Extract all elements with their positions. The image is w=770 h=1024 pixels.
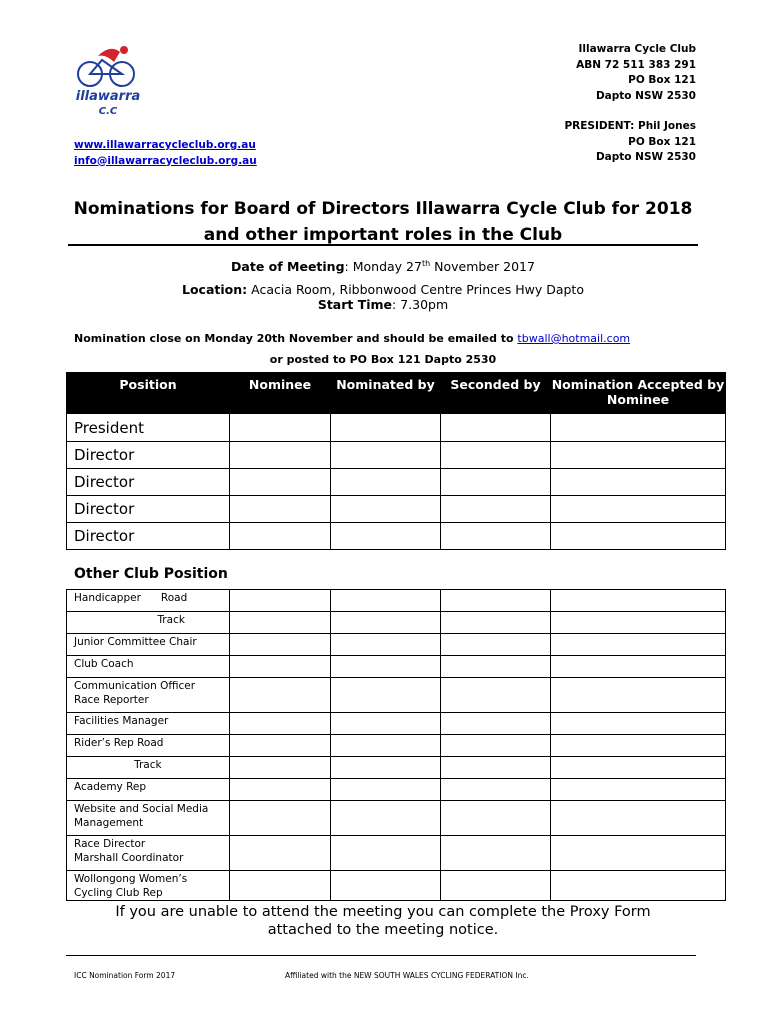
table-row bbox=[67, 656, 726, 678]
nominated-by-cell[interactable] bbox=[331, 678, 441, 713]
date-month: November 2017 bbox=[430, 259, 535, 275]
position-label-line-2: Marshall Coordinator bbox=[74, 851, 184, 864]
seconded-by-cell[interactable] bbox=[441, 612, 551, 634]
accepted-cell[interactable] bbox=[551, 634, 726, 656]
footer-divider bbox=[66, 955, 696, 956]
club-address-block bbox=[564, 42, 696, 166]
meeting-date bbox=[68, 256, 698, 274]
position-label: Track bbox=[74, 614, 185, 626]
accepted-cell[interactable] bbox=[551, 612, 726, 634]
president-suburb: Dapto NSW 2530 bbox=[595, 151, 696, 163]
page-title bbox=[68, 196, 698, 248]
table-row bbox=[67, 836, 726, 871]
position-label: Track bbox=[74, 759, 162, 771]
accepted-cell[interactable] bbox=[551, 735, 726, 757]
nominee-cell[interactable] bbox=[230, 735, 331, 757]
nomination-posted: or posted to PO Box 121 Dapto 2530 bbox=[269, 353, 497, 366]
logo-subtext: C.C bbox=[98, 106, 118, 117]
col-nominee: Nominee bbox=[230, 373, 331, 414]
table-row bbox=[67, 678, 726, 713]
table-header-row bbox=[67, 373, 726, 414]
position-cell bbox=[67, 836, 230, 871]
nominated-by-cell[interactable] bbox=[331, 414, 441, 442]
nominee-cell[interactable] bbox=[230, 656, 331, 678]
nominated-by-cell[interactable] bbox=[331, 779, 441, 801]
table-row bbox=[67, 779, 726, 801]
position-label: Handicapper Road bbox=[74, 592, 188, 604]
position-cell: Director bbox=[67, 523, 230, 550]
nominee-cell[interactable] bbox=[230, 496, 331, 523]
accepted-cell[interactable] bbox=[551, 801, 726, 836]
seconded-by-cell[interactable] bbox=[441, 757, 551, 779]
seconded-by-cell[interactable] bbox=[441, 779, 551, 801]
club-links bbox=[74, 138, 257, 169]
nominee-cell[interactable] bbox=[230, 678, 331, 713]
position-label: Junior Committee Chair bbox=[74, 636, 197, 648]
nominated-by-cell[interactable] bbox=[331, 612, 441, 634]
club-suburb: Dapto NSW 2530 bbox=[595, 89, 696, 102]
accepted-cell[interactable] bbox=[551, 678, 726, 713]
table-row bbox=[67, 871, 726, 901]
date-suffix: th bbox=[421, 259, 431, 268]
club-logo bbox=[68, 40, 148, 120]
nominee-cell[interactable] bbox=[230, 801, 331, 836]
accepted-cell[interactable] bbox=[551, 779, 726, 801]
proxy-note bbox=[68, 903, 698, 939]
title-divider bbox=[68, 244, 698, 246]
table-row bbox=[67, 757, 726, 779]
accepted-cell[interactable] bbox=[551, 469, 726, 496]
seconded-by-cell[interactable] bbox=[441, 469, 551, 496]
position-cell bbox=[67, 735, 230, 757]
position-cell bbox=[67, 713, 230, 735]
table-row bbox=[67, 612, 726, 634]
proxy-line-2: attached to the meeting notice. bbox=[267, 922, 499, 938]
other-positions-table bbox=[66, 589, 726, 901]
position-cell bbox=[67, 678, 230, 713]
seconded-by-cell[interactable] bbox=[441, 523, 551, 550]
col-nominated-by: Nominated by bbox=[331, 373, 441, 414]
nomination-close bbox=[74, 332, 630, 345]
seconded-by-cell[interactable] bbox=[441, 801, 551, 836]
position-label: Wollongong Women’s bbox=[74, 873, 188, 885]
table-row bbox=[67, 634, 726, 656]
nominated-by-cell[interactable] bbox=[331, 496, 441, 523]
seconded-by-cell[interactable] bbox=[441, 678, 551, 713]
position-label: Academy Rep bbox=[74, 781, 147, 793]
location-value: Acacia Room, Ribbonwood Centre Princes Hwy Dapto bbox=[247, 282, 584, 297]
table-row bbox=[67, 496, 726, 523]
position-label-line-2: Race Reporter bbox=[74, 693, 149, 706]
accepted-cell[interactable] bbox=[551, 590, 726, 612]
email-link[interactable]: info@illawarracycleclub.org.au bbox=[74, 154, 257, 167]
club-abn: ABN 72 511 383 291 bbox=[576, 58, 696, 71]
nominated-by-cell[interactable] bbox=[331, 656, 441, 678]
title-line-1: Nominations for Board of Directors Illawarra Cycle Club for 2018 bbox=[73, 199, 693, 219]
president-name: PRESIDENT: Phil Jones bbox=[564, 120, 696, 132]
nomination-close-text: Nomination close on Monday 20th November and should be emailed to bbox=[74, 332, 518, 345]
position-label-line-2: Management bbox=[74, 816, 144, 829]
position-cell bbox=[67, 779, 230, 801]
position-cell bbox=[67, 871, 230, 901]
nominee-cell[interactable] bbox=[230, 713, 331, 735]
col-position: Position bbox=[67, 373, 230, 414]
nominated-by-cell[interactable] bbox=[331, 469, 441, 496]
nomination-email-link[interactable]: tbwall@hotmail.com bbox=[517, 332, 631, 345]
nominee-cell[interactable] bbox=[230, 590, 331, 612]
position-label: Website and Social Media bbox=[74, 803, 209, 815]
seconded-by-cell[interactable] bbox=[441, 871, 551, 901]
seconded-by-cell[interactable] bbox=[441, 590, 551, 612]
nominated-by-cell[interactable] bbox=[331, 634, 441, 656]
nominee-cell[interactable] bbox=[230, 779, 331, 801]
seconded-by-cell[interactable] bbox=[441, 442, 551, 469]
position-cell: Director bbox=[67, 469, 230, 496]
meeting-start bbox=[68, 297, 698, 312]
table-row bbox=[67, 469, 726, 496]
proxy-line-1: If you are unable to attend the meeting you can complete the Proxy Form bbox=[115, 904, 651, 920]
table-row bbox=[67, 590, 726, 612]
table-row bbox=[67, 523, 726, 550]
seconded-by-cell[interactable] bbox=[441, 836, 551, 871]
nominee-cell[interactable] bbox=[230, 612, 331, 634]
seconded-by-cell[interactable] bbox=[441, 735, 551, 757]
accepted-cell[interactable] bbox=[551, 757, 726, 779]
table-row bbox=[67, 801, 726, 836]
accepted-cell[interactable] bbox=[551, 496, 726, 523]
table-row bbox=[67, 414, 726, 442]
board-nominations-table bbox=[66, 372, 726, 550]
position-cell: Director bbox=[67, 496, 230, 523]
accepted-cell[interactable] bbox=[551, 442, 726, 469]
nominated-by-cell[interactable] bbox=[331, 871, 441, 901]
position-cell: President bbox=[67, 414, 230, 442]
nominee-cell[interactable] bbox=[230, 523, 331, 550]
position-cell bbox=[67, 612, 230, 634]
cyclist-icon bbox=[78, 46, 134, 86]
logo-text: illawarra bbox=[75, 89, 141, 104]
nominated-by-cell[interactable] bbox=[331, 442, 441, 469]
nominated-by-cell[interactable] bbox=[331, 836, 441, 871]
nominee-cell[interactable] bbox=[230, 634, 331, 656]
accepted-cell[interactable] bbox=[551, 523, 726, 550]
date-value: : Monday 27 bbox=[344, 259, 422, 275]
table-row bbox=[67, 442, 726, 469]
nominee-cell[interactable] bbox=[230, 757, 331, 779]
location-label: Location: bbox=[182, 282, 248, 297]
club-po-box: PO Box 121 bbox=[628, 74, 696, 86]
seconded-by-cell[interactable] bbox=[441, 713, 551, 735]
nominated-by-cell[interactable] bbox=[331, 523, 441, 550]
nominated-by-cell[interactable] bbox=[331, 757, 441, 779]
position-label: Facilities Manager bbox=[74, 715, 169, 727]
title-line-2: and other important roles in the Club bbox=[203, 225, 563, 245]
seconded-by-cell[interactable] bbox=[441, 496, 551, 523]
position-cell: Director bbox=[67, 442, 230, 469]
nominated-by-cell[interactable] bbox=[331, 590, 441, 612]
accepted-cell[interactable] bbox=[551, 414, 726, 442]
accepted-cell[interactable] bbox=[551, 656, 726, 678]
position-cell bbox=[67, 757, 230, 779]
website-link[interactable]: www.illawarracycleclub.org.au bbox=[74, 139, 256, 151]
position-cell bbox=[67, 656, 230, 678]
position-label: Club Coach bbox=[74, 658, 134, 670]
president-po-box: PO Box 121 bbox=[628, 135, 696, 148]
table-row bbox=[67, 735, 726, 757]
seconded-by-cell[interactable] bbox=[441, 634, 551, 656]
seconded-by-cell[interactable] bbox=[441, 414, 551, 442]
start-label: Start Time bbox=[317, 297, 393, 312]
footer-form-name: ICC Nomination Form 2017 bbox=[74, 971, 176, 980]
nominated-by-cell[interactable] bbox=[331, 801, 441, 836]
accepted-cell[interactable] bbox=[551, 836, 726, 871]
nominee-cell[interactable] bbox=[230, 836, 331, 871]
position-label: Communication Officer bbox=[74, 680, 196, 692]
footer-affiliation: Affiliated with the NEW SOUTH WALES CYCLING FEDERATION Inc. bbox=[285, 971, 529, 980]
club-name: Illawarra Cycle Club bbox=[578, 43, 696, 55]
nominee-cell[interactable] bbox=[230, 442, 331, 469]
col-seconded-by: Seconded by bbox=[441, 373, 551, 414]
accepted-cell[interactable] bbox=[551, 871, 726, 901]
nominee-cell[interactable] bbox=[230, 414, 331, 442]
position-cell bbox=[67, 801, 230, 836]
position-label: Rider’s Rep Road bbox=[74, 737, 164, 749]
meeting-location bbox=[68, 282, 698, 297]
position-label: Race Director bbox=[74, 838, 146, 850]
table-row bbox=[67, 713, 726, 735]
nominee-cell[interactable] bbox=[230, 871, 331, 901]
nominated-by-cell[interactable] bbox=[331, 713, 441, 735]
date-label: Date of Meeting bbox=[231, 259, 345, 275]
position-label-line-2: Cycling Club Rep bbox=[74, 886, 163, 899]
seconded-by-cell[interactable] bbox=[441, 656, 551, 678]
start-value: : 7.30pm bbox=[392, 297, 449, 312]
other-positions-heading: Other Club Position bbox=[74, 566, 228, 582]
position-cell bbox=[67, 634, 230, 656]
nominated-by-cell[interactable] bbox=[331, 735, 441, 757]
position-cell bbox=[67, 590, 230, 612]
nominee-cell[interactable] bbox=[230, 469, 331, 496]
col-nomination-accepted: Nomination Accepted by Nominee bbox=[551, 373, 726, 414]
accepted-cell[interactable] bbox=[551, 713, 726, 735]
